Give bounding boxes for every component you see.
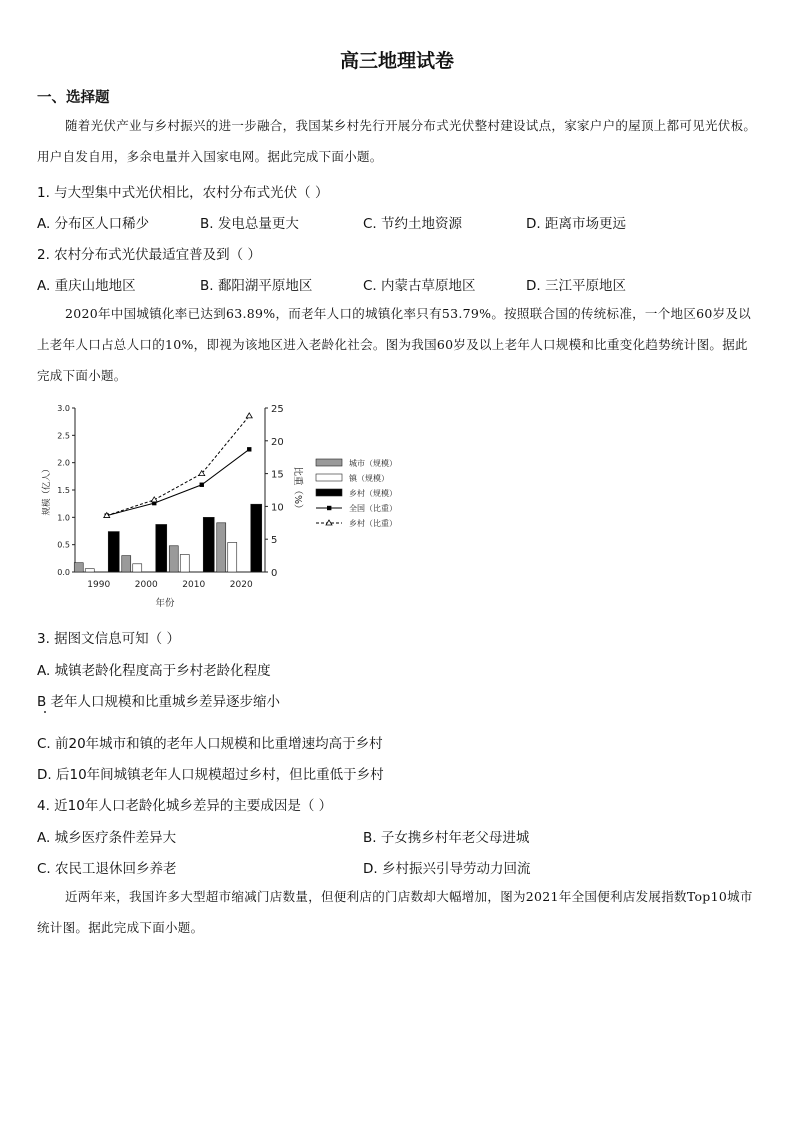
q2-option-c[interactable]: C. 内蒙古草原地区 [363, 278, 476, 294]
passage-solar: 随着光伏产业与乡村振兴的进一步融合，我国某乡村先行开展分布式光伏整村建设试点，家家户户的屋顶上都可见光伏板。用户自发自用，多余电量并入国家电网。据此完成下面小题。 [37, 118, 757, 164]
bar-town-2010 [180, 555, 189, 572]
left-tick-label: 1.0 [57, 513, 70, 523]
right-tick-label: 0 [271, 568, 278, 579]
y-axis-right-label: 比重（%） [292, 466, 303, 514]
x-tick-label: 2020 [229, 580, 253, 590]
q4-option-a[interactable]: A. 城乡医疗条件差异大 [37, 830, 177, 846]
bar-city-2020 [217, 523, 226, 572]
bar-town-1990 [85, 569, 94, 572]
q3-option-b[interactable]: B 老年人口规模和比重城乡差异逐步缩小 [37, 694, 281, 710]
x-tick-label: 2010 [182, 580, 206, 590]
q3-option-d[interactable]: D. 后10年间城镇老年人口规模超过乡村，但比重低于乡村 [37, 767, 384, 783]
bar-rural-2010 [203, 517, 214, 572]
q1-option-c[interactable]: C. 节约土地资源 [363, 216, 463, 232]
right-tick-label: 25 [271, 404, 284, 415]
question-3-stem: 3. 据图文信息可知（ ） [37, 631, 180, 647]
legend-label: 全国（比重） [349, 504, 397, 513]
chart-axes [41, 404, 304, 609]
left-tick-label: 0.0 [57, 568, 70, 577]
aging-population-chart [38, 396, 418, 616]
stray-dot [44, 711, 46, 713]
left-tick-label: 2.5 [57, 431, 70, 441]
bar-city-2010 [169, 546, 178, 572]
marker-national-2020 [247, 447, 251, 451]
q4-option-b[interactable]: B. 子女携乡村年老父母进城 [363, 830, 530, 846]
q2-option-d[interactable]: D. 三江平原地区 [526, 278, 626, 294]
bar-rural-2020 [251, 504, 262, 572]
marker-rural-2020 [246, 413, 252, 418]
chart-lines [104, 413, 253, 518]
legend-swatch [316, 459, 342, 466]
question-2-stem: 2. 农村分布式光伏最适宜普及到（ ） [37, 247, 261, 263]
q3-option-a[interactable]: A. 城镇老龄化程度高于乡村老龄化程度 [37, 663, 271, 679]
q4-option-d[interactable]: D. 乡村振兴引导劳动力回流 [363, 861, 531, 877]
q2-option-b[interactable]: B. 鄱阳湖平原地区 [200, 278, 313, 294]
chart-legend [316, 458, 397, 528]
legend-label: 镇（规模） [349, 474, 389, 483]
left-tick-label: 2.0 [57, 458, 70, 468]
passage-aging: 2020年中国城镇化率已达到63.89%，而老年人口的城镇化率只有53.79%。按照联合国的传统标准，一个地区60岁及以上老年人口占总人口的10%，即视为该地区进入老龄化社会。图为我国60岁及以上老年人口规模和比重变化趋势统计图。据此完成下面小题。 [37, 306, 752, 383]
section-heading: 一、选择题 [37, 90, 110, 106]
right-tick-label: 10 [271, 502, 284, 514]
left-tick-label: 3.0 [57, 404, 70, 413]
marker-national-2010 [200, 483, 204, 487]
legend-marker [327, 506, 331, 510]
right-tick-label: 15 [271, 469, 284, 481]
legend-swatch [316, 489, 342, 496]
q1-option-a[interactable]: A. 分布区人口稀少 [37, 216, 150, 232]
right-tick-label: 5 [271, 535, 278, 547]
q1-option-b[interactable]: B. 发电总量更大 [200, 216, 299, 232]
q2-option-a[interactable]: A. 重庆山地地区 [37, 278, 136, 294]
y-axis-left-label: 规模（亿人） [42, 464, 52, 516]
chart-bars [74, 504, 262, 572]
line-national-share [107, 449, 250, 515]
left-tick-label: 0.5 [57, 540, 70, 550]
bar-rural-2000 [156, 524, 167, 572]
bar-town-2020 [228, 542, 237, 572]
right-tick-label: 20 [271, 436, 284, 448]
bar-rural-1990 [108, 532, 119, 572]
legend-label: 乡村（规模） [349, 489, 397, 498]
x-tick-label: 1990 [87, 580, 111, 590]
q1-option-d[interactable]: D. 距离市场更远 [526, 216, 626, 232]
legend-label: 城市（规模） [349, 459, 397, 468]
q4-option-c[interactable]: C. 农民工退休回乡养老 [37, 861, 177, 877]
left-tick-label: 1.5 [57, 486, 70, 495]
x-axis-label: 年份 [155, 598, 175, 609]
legend-label: 乡村（比重） [349, 519, 397, 528]
page-title: 高三地理试卷 [339, 50, 454, 72]
marker-rural-2000 [151, 497, 157, 502]
bar-town-2000 [133, 564, 142, 572]
question-1-stem: 1. 与大型集中式光伏相比，农村分布式光伏（ ） [37, 185, 329, 201]
question-4-stem: 4. 近10年人口老龄化城乡差异的主要成因是（ ） [37, 798, 333, 814]
legend-swatch [316, 474, 342, 481]
q3-option-c[interactable]: C. 前20年城市和镇的老年人口规模和比重增速均高于乡村 [37, 736, 383, 752]
bar-city-1990 [74, 563, 83, 572]
x-tick-label: 2000 [134, 580, 158, 590]
passage-convenience-stores: 近两年来，我国许多大型超市缩减门店数量，但便利店的门店数却大幅增加，图为2021年全国便利店发展指数Top10城市统计图。据此完成下面小题。 [37, 889, 753, 935]
bar-city-2000 [122, 556, 131, 572]
